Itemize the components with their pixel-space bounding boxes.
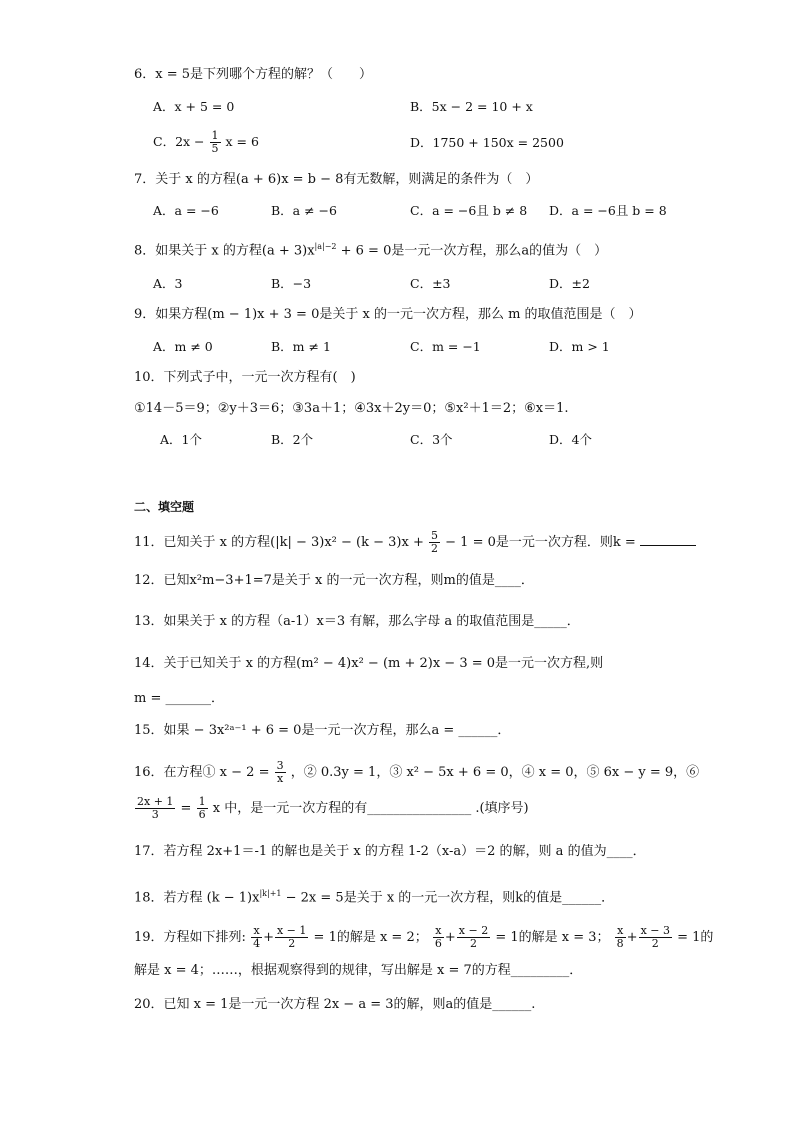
- q19-t1: = 1的解是 x = 2；: [309, 930, 428, 945]
- q16-line2-fraction-1: [135, 796, 175, 821]
- q10-option-a: A．1个: [160, 432, 202, 447]
- q19-f1: x: [251, 925, 262, 938]
- q16-line1: [134, 760, 699, 785]
- q19-frac-3: [433, 925, 444, 950]
- q11: [134, 530, 696, 555]
- q19-f5: x: [615, 925, 626, 938]
- q9-option-c: C．m = −1: [410, 339, 481, 354]
- q11-pre: 11．已知关于 x 的方程(|k| − 3)x² − (k − 3)x +: [134, 535, 424, 550]
- q7-option-c: C．a = −6且 b ≠ 8: [410, 203, 528, 218]
- q19-line1: 19．方程如下排列: $\frac{x}{4}$ + $\frac{x - 1}{2}$ = 1的解是 x = 2； $\frac{x}{6}$ + $\frac{x - 2}{2}$ = 1的解是 x = 3； $\frac{x}{8}$ + $\frac{x - 3}{2}$ = 1的: [134, 924, 714, 950]
- q16-line1-den: x: [277, 772, 284, 785]
- q8-option-c: C．±3: [410, 276, 451, 291]
- q15: 15．如果 − 3x²ᵃ⁻¹ + 6 = 0是一元一次方程，那么a = ______．: [134, 723, 511, 738]
- q19-t3: = 1的: [673, 930, 714, 945]
- q19-t2: = 1的解是 x = 3；: [491, 930, 610, 945]
- q20: 20．已知 x = 1是一元一次方程 2x − a = 3的解，则a的值是______.: [134, 997, 536, 1012]
- q16-line2-num2: 1: [198, 795, 206, 808]
- q19-f3: x: [433, 925, 444, 938]
- q17: 17．若方程 2x+1＝-1 的解也是关于 x 的方程 1-2（x-a）＝2 的解，则 a 的值为____．: [134, 844, 646, 859]
- q16-line2-den2: 6: [198, 808, 206, 821]
- q19-f4d: 2: [469, 937, 477, 950]
- q19-f6d: 2: [651, 937, 659, 950]
- q16-line2-fraction-2: [197, 796, 208, 821]
- q7-stem: 7．关于 x 的方程(a + 6)x = b − 8有无数解，则满足的条件为（ ）: [134, 172, 539, 187]
- q7-option-d: D．a = −6且 b = 8: [549, 203, 667, 218]
- q19-frac-6: [639, 925, 672, 950]
- q11-answer-blank: [640, 533, 696, 546]
- q9-option-b: B．m ≠ 1: [271, 339, 331, 354]
- q19-frac-1: [251, 925, 262, 950]
- q6-option-a: A．x + 5 = 0: [153, 99, 235, 114]
- q19-f2d: 2: [288, 937, 296, 950]
- q6-option-c: [153, 130, 259, 155]
- q19-frac-2: [275, 925, 308, 950]
- q14-line2: m = _______．: [134, 691, 224, 706]
- q16-line2-post: x 中，是一元一次方程的有________________ .(填序号): [212, 801, 529, 816]
- q13: 13．如果关于 x 的方程（a-1）x＝3 有解，那么字母 a 的取值范围是_____．: [134, 614, 580, 629]
- q16-line1-post: ，② 0.3y = 1，③ x² − 5x + 6 = 0，④ x = 0，⑤ 6x − y = 9，⑥: [290, 765, 700, 780]
- q16-line2-num: 2x + 1: [137, 795, 174, 808]
- q16-line1-pre: 16．在方程① x − 2 =: [134, 765, 270, 780]
- q12: 12．已知x²m−3+1=7是关于 x 的一元一次方程，则m的值是____．: [134, 573, 534, 588]
- q6-option-c-pre: C．2x −: [153, 134, 205, 149]
- q8-option-d: D．±2: [549, 276, 590, 291]
- q8-stem: [134, 238, 607, 260]
- q10-items: ①14－5＝9；②y＋3＝6；③3a＋1；④3x＋2y＝0；⑤x²＋1＝2；⑥x＝1.: [134, 401, 569, 416]
- q19-frac-4: [457, 925, 490, 950]
- q6-option-c-fraction: [210, 130, 221, 155]
- q10-option-b: B．2个: [271, 432, 314, 447]
- q9-stem: 9．如果方程(m − 1)x + 3 = 0是关于 x 的一元一次方程，那么 m 的取值范围是（ ）: [134, 307, 642, 322]
- q10-option-d: D．4个: [549, 432, 592, 447]
- q18-exponent: |k|+1: [259, 889, 282, 898]
- q19-line2: 解是 x = 4；……，根据观察得到的规律，写出解是 x = 7的方程_________．: [134, 963, 583, 978]
- q11-den: 2: [431, 542, 438, 555]
- q18: [134, 885, 614, 907]
- q10-stem: 10．下列式子中，一元一次方程有( ): [134, 370, 356, 385]
- q16-line2-den: 3: [151, 808, 159, 821]
- q11-num: 5: [431, 529, 438, 542]
- q19-f5d: 8: [616, 937, 624, 950]
- q19-f4: x − 2: [458, 924, 489, 937]
- q6-option-c-post: x = 6: [225, 134, 259, 149]
- q7-option-b: B．a ≠ −6: [271, 203, 337, 218]
- section-title-fill-in: 二、填空题: [134, 500, 195, 514]
- q11-post: − 1 = 0是一元一次方程．则k =: [445, 535, 636, 550]
- q11-fraction: [429, 530, 440, 555]
- q9-option-a: A．m ≠ 0: [153, 339, 213, 354]
- q19-pre: 19．方程如下排列:: [134, 930, 246, 945]
- q19-f6: x − 3: [640, 924, 670, 937]
- q6-option-d: D．1750 + 150x = 2500: [410, 135, 564, 150]
- q16-line1-num: 3: [276, 759, 284, 772]
- q8-stem-post: + 6 = 0是一元一次方程，那么a的值为（ ）: [336, 243, 608, 259]
- q18-post: − 2x = 5是关于 x 的一元一次方程，则k的值是______．: [281, 890, 615, 906]
- q6-c-den: 5: [211, 142, 219, 155]
- q8-option-a: A．3: [153, 276, 183, 291]
- q6-option-b: B．5x − 2 = 10 + x: [410, 99, 533, 114]
- q14-line1: 14．关于已知关于 x 的方程(m² − 4)x² − (m + 2)x − 3 = 0是一元一次方程,则: [134, 656, 604, 671]
- q8-stem-pre: 8．如果关于 x 的方程(a + 3)x: [134, 243, 315, 259]
- q19-f3d: 6: [434, 937, 442, 950]
- q16-line2: [134, 796, 529, 821]
- q9-option-d: D．m > 1: [549, 339, 610, 354]
- q8-stem-exponent: |a|−2: [314, 242, 337, 251]
- q16-line1-fraction: [275, 760, 286, 785]
- q16-line2-eq: =: [176, 801, 196, 816]
- q10-option-c: C．3个: [410, 432, 453, 447]
- q6-stem: 6．x = 5是下列哪个方程的解？（ ）: [134, 67, 373, 82]
- q19-f1d: 4: [253, 937, 261, 950]
- q8-option-b: B．−3: [271, 276, 312, 291]
- q18-pre: 18．若方程 (k − 1)x: [134, 890, 260, 906]
- q19-f2: x − 1: [276, 924, 307, 937]
- q7-option-a: A．a = −6: [153, 203, 219, 218]
- q6-c-num: 1: [211, 129, 219, 142]
- q19-frac-5: [615, 925, 626, 950]
